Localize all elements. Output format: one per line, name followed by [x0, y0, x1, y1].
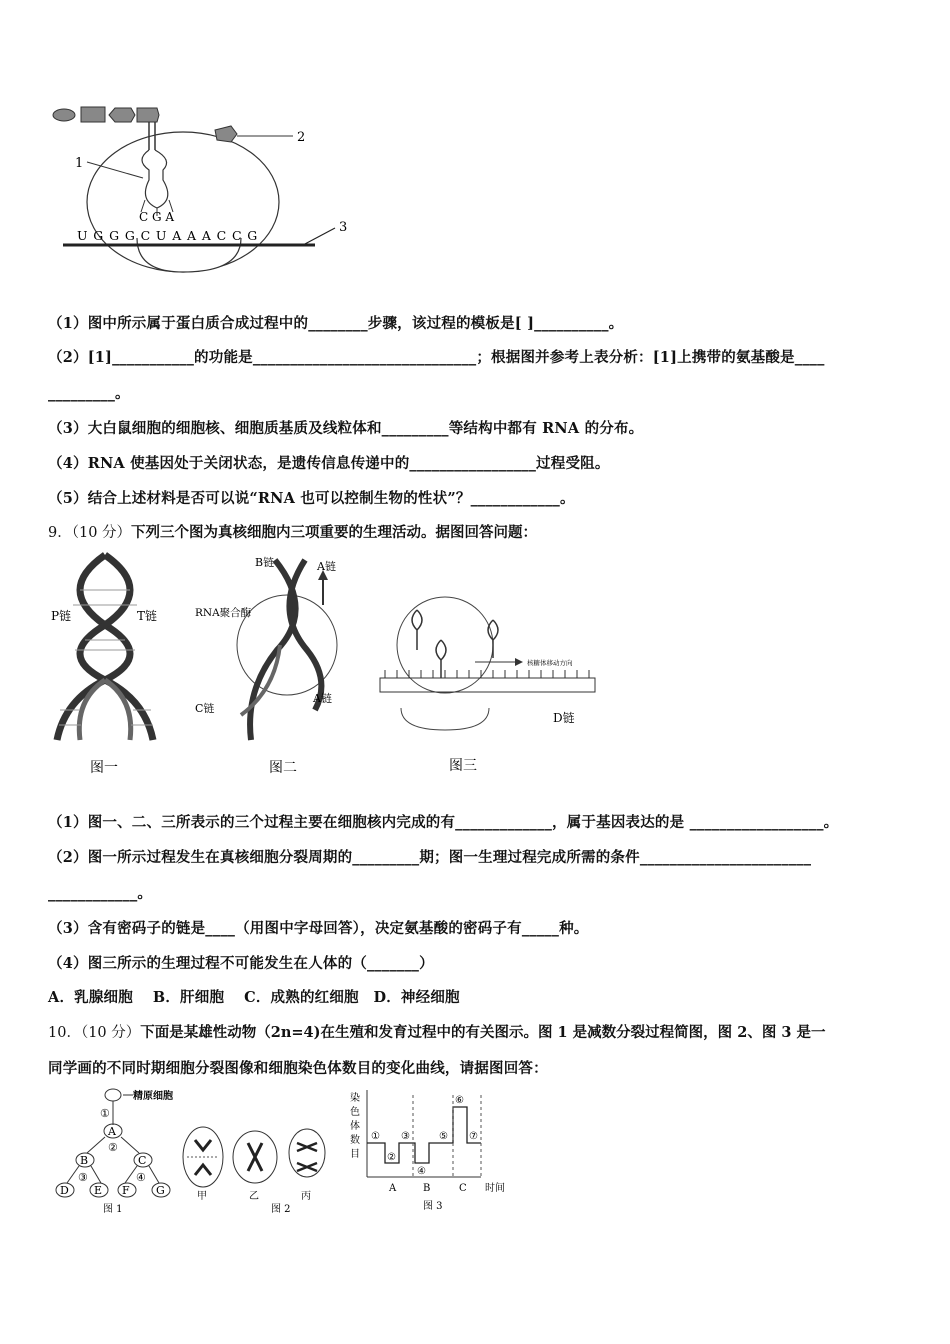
q10-fig3-ylabel-5: 目 [350, 1149, 360, 1160]
q8-part3: （3）大白鼠细胞的细胞核、细胞质基质及线粒体和_________等结构中都有 RNA 的分布。 [48, 420, 644, 437]
q10-fig1-step1: ① [100, 1107, 110, 1120]
mrna-sequence: U G G G C U A A A C C G [77, 228, 259, 243]
q9-options: A．乳腺细胞 B．肝细胞 C．成熟的红细胞 D．神经细胞 [48, 989, 460, 1006]
q10-fig3-mark-5: ⑤ [439, 1131, 448, 1142]
q10-fig3-chromosome-curve [350, 1090, 505, 1212]
q10-number: 10．（10 分） [48, 1025, 141, 1041]
q9-figures [45, 550, 605, 780]
q10-fig2-jia: 甲 [197, 1191, 207, 1202]
q10-fig2-cells [183, 1127, 325, 1215]
q10-fig3-tick-A: A [389, 1183, 397, 1194]
q8-part1: （1）图中所示属于蛋白质合成过程中的________步骤，该过程的模板是[ ]__________。 [48, 315, 624, 332]
q10-fig1-E: E [94, 1184, 103, 1197]
q10-fig3-ylabel-1: 染 [350, 1093, 360, 1104]
fig1-p-chain: P链 [51, 609, 72, 623]
fig2-a-chain-top: A链 [317, 560, 336, 573]
q10-fig3-caption: 图 3 [423, 1201, 443, 1212]
q10-fig3-mark-7: ⑦ [469, 1131, 478, 1142]
fig3-caption: 图三 [449, 758, 477, 774]
fig2-c-chain: C链 [195, 702, 215, 715]
q10-fig3-mark-3: ③ [401, 1131, 410, 1142]
q10-header [48, 1021, 826, 1042]
q10-fig3-ylabel-3: 体 [350, 1121, 360, 1132]
q10-fig1-B: B [80, 1154, 89, 1167]
q10-stem-cont: 同学画的不同时期细胞分裂图像和细胞染色体数目的变化曲线，请据图回答： [48, 1060, 548, 1077]
q10-fig3-ylabel-2: 色 [350, 1107, 360, 1118]
fig1-dna-replication [51, 555, 157, 776]
q10-fig1-C: C [138, 1154, 147, 1167]
fig3-d-chain: D链 [553, 711, 575, 725]
fig3-ribosome-direction: 核糖体移动方向 [527, 659, 573, 667]
q10-fig3-mark-1: ① [371, 1131, 380, 1142]
q8-part2-cont: _________。 [48, 385, 130, 402]
q10-figures [45, 1085, 525, 1220]
q10-fig1-step3: ③ [78, 1171, 88, 1184]
q10-fig1-step2: ② [108, 1141, 118, 1154]
q9-part4: （4）图三所示的生理过程不可能发生在人体的（_______） [48, 955, 434, 972]
fig2-rna-polymerase: RNA聚合酶 [195, 607, 252, 619]
q10-fig1-G: G [156, 1184, 165, 1197]
q10-fig3-tick-B: B [423, 1183, 431, 1194]
anticodon-label: C G A [139, 210, 175, 224]
q10-fig3-tick-C: C [459, 1183, 467, 1194]
fig1-t-chain: T链 [137, 609, 158, 623]
label-3: 3 [339, 220, 348, 235]
q9-stem: 下列三个图为真核细胞内三项重要的生理活动。据图回答问题： [131, 524, 538, 541]
q8-part4: （4）RNA 使基因处于关闭状态，是遗传信息传递中的_________________过程受阻。 [48, 455, 610, 472]
q10-fig3-ylabel-4: 数 [350, 1135, 360, 1146]
q9-header [48, 521, 537, 542]
q10-fig1-D: D [60, 1184, 69, 1197]
fig2-transcription [195, 555, 337, 776]
q8-part5: （5）结合上述材料是否可以说“RNA 也可以控制生物的性状”？____________。 [48, 490, 575, 507]
q10-fig3-mark-6: ⑥ [455, 1095, 464, 1106]
q10-fig1-A: A [108, 1125, 116, 1138]
fig2-b-chain: B链 [255, 556, 275, 569]
q8-part2: （2）[1]___________的功能是______________________________；根据图并参考上表分析：[1]上携带的氨基酸是____ [48, 349, 825, 366]
q10-fig1-step4: ④ [136, 1171, 146, 1184]
q10-fig1-meiosis-tree [56, 1089, 173, 1215]
q10-fig2-bing: 丙 [301, 1191, 311, 1202]
fig1-caption: 图一 [90, 760, 118, 776]
fig3-translation [380, 597, 595, 774]
fig2-a-chain-bottom: A链 [313, 692, 332, 705]
q10-fig1-caption: 图 1 [103, 1204, 123, 1215]
q9-part2-cont: ____________。 [48, 885, 153, 902]
q10-fig3-mark-2: ② [387, 1152, 396, 1163]
q10-fig2-yi: 乙 [249, 1191, 259, 1202]
q9-part2: （2）图一所示过程发生在真核细胞分裂周期的_________期；图一生理过程完成所需的条件_______________________ [48, 849, 812, 866]
label-1: 1 [75, 156, 84, 171]
q10-fig3-xlabel: 时间 [485, 1183, 505, 1194]
q10-fig1-F: F [122, 1184, 130, 1197]
q10-fig3-mark-4: ④ [417, 1166, 426, 1177]
q9-part3: （3）含有密码子的链是____（用图中字母回答），决定氨基酸的密码子有_____种。 [48, 920, 589, 937]
q10-fig1-top: 精原细胞 [133, 1091, 173, 1102]
translation-diagram [45, 100, 365, 280]
label-2: 2 [297, 130, 306, 145]
q10-stem: 下面是某雄性动物（2n=4)在生殖和发育过程中的有关图示。图 1 是减数分裂过程简图，图 2、图 3 是一 [140, 1024, 826, 1041]
fig2-caption: 图二 [269, 760, 297, 776]
q9-part1: （1）图一、二、三所表示的三个过程主要在细胞核内完成的有_____________，属于基因表达的是 __________________。 [48, 814, 839, 831]
q9-number: 9．（10 分） [48, 525, 132, 541]
q10-fig2-caption: 图 2 [271, 1204, 291, 1215]
